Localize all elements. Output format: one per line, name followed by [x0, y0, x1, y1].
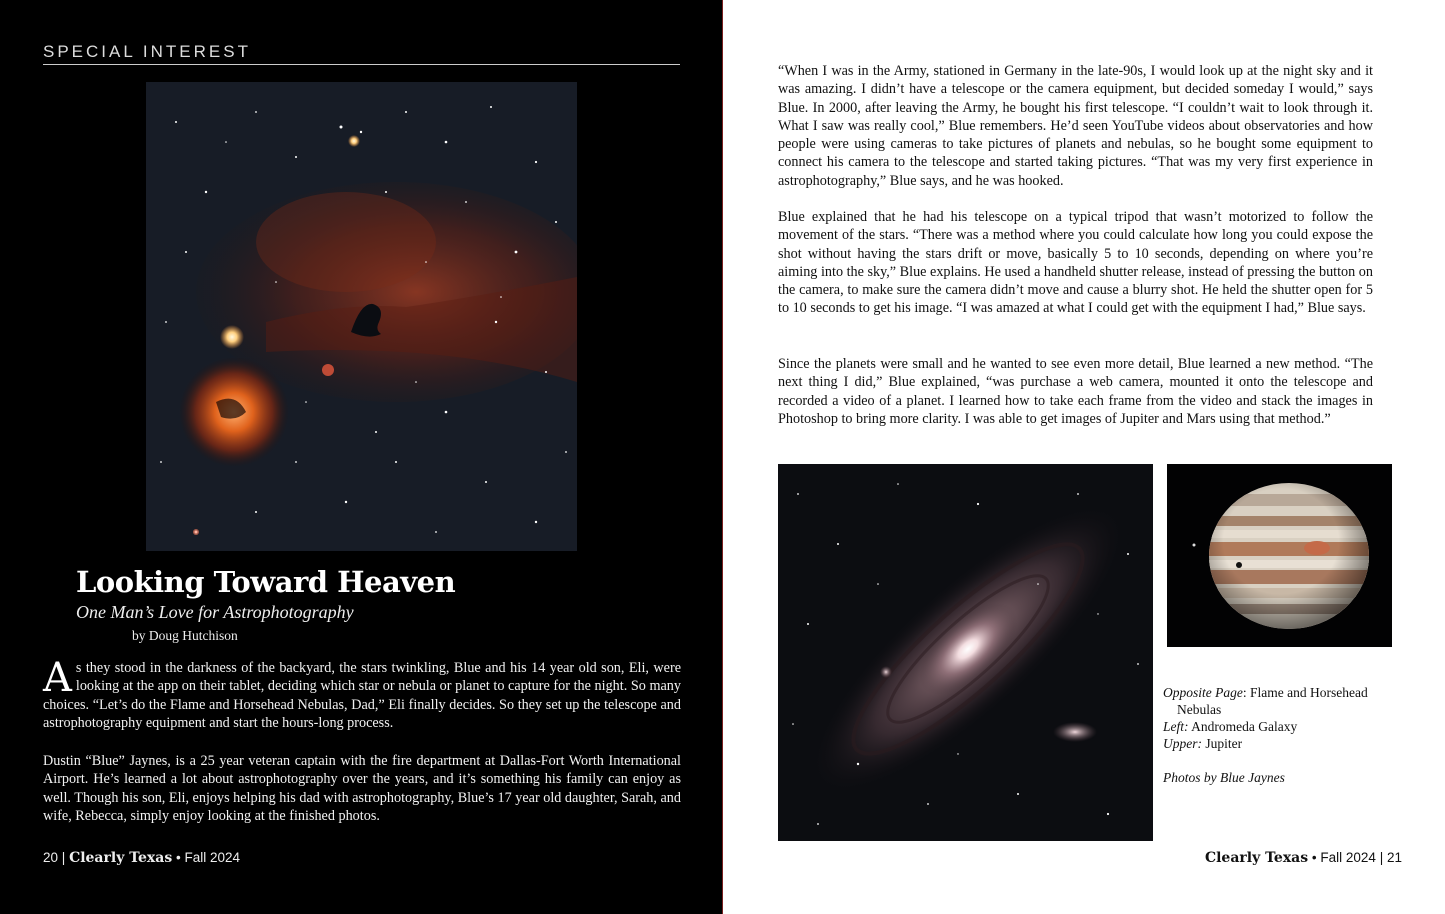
byline: by Doug Hutchison	[132, 628, 238, 643]
folio-bullet-right: •	[1311, 850, 1321, 865]
left-paragraph-2: Dustin “Blue” Jaynes, is a 25 year veteran captain with the fire department at Dallas-Fort Worth International Airport. He’s learned a lot about astrophotography over the years, and it’s something his family can enjoy as well. Though his son, Eli, enjoys helping his dad with astrophotography, Blue’s 17 year old daughter, Sarah, and wife, Rebecca, simply enjoy looking at the finished photos.	[43, 753, 681, 824]
right-paragraph-1: “When I was in the Army, stationed in Germany in the late-90s, I would look up at the night sky and it was amazing. I didn’t have a telescope or the camera equipment, but decided someday I would,” says Blue. In 2000, after leaving the Army, he bought his first telescope. “I couldn’t wait to look through it. What I saw was really cool,” Blue remembers. He’d seen YouTube videos about observatories and how people were using cameras to take pictures of planets and nebulas, so he bought some equipment to connect his camera to the telescope and started taking pictures. “That was my very first experience in astrophotography,” Blue says, and he was hooked.	[778, 63, 1373, 189]
article-title: Looking Toward Heaven	[76, 565, 456, 599]
caption-line-3	[1163, 735, 1403, 752]
caption-label-upper: Upper:	[1163, 736, 1202, 751]
right-paragraph-3: Since the planets were small and he wanted to see even more detail, Blue learned a new method. “The next thing I did,” Blue explained, “was purchase a web camera, mounted it onto the telescope and recorded a video of a planet. I learned how to take each frame from the video and stack the images in Photoshop to bring more clarity. I was able to get images of Jupiter and Mars using that method.”	[778, 356, 1373, 427]
caption-line-2	[1163, 718, 1403, 735]
folio-left	[43, 850, 240, 866]
left-paragraph-1-text: s they stood in the darkness of the backyard, the stars twinkling, Blue and his 14 year old son, Eli, were looking at the app on their tablet, deciding which star or nebula or planet to capture for the night. So many choices. “Let’s do the Flame and Horsehead Nebulas, Dad,” Eli finally decides. So they set up the telescope and astrophotography equipment and start the hours-long process.	[43, 660, 681, 731]
caption-label-left: Left:	[1163, 719, 1189, 734]
folio-bullet: •	[176, 850, 185, 865]
caption-text-opposite: : Flame and Horsehead	[1242, 685, 1368, 700]
caption-label-opposite: Opposite Page	[1163, 685, 1243, 700]
caption-text-left: Andromeda Galaxy	[1188, 719, 1298, 734]
right-page	[722, 0, 1445, 914]
jupiter-photo	[1167, 464, 1392, 647]
photo-credit: Photos by Blue Jaynes	[1163, 770, 1285, 785]
article-subtitle: One Man’s Love for Astrophotography	[76, 602, 354, 622]
magazine-name-left: Clearly Texas	[69, 850, 173, 866]
folio-right	[1205, 850, 1402, 866]
issue-left: Fall 2024	[184, 850, 241, 865]
caption-line-1	[1163, 684, 1403, 701]
section-rule	[43, 64, 680, 65]
left-page	[0, 0, 722, 914]
magazine-name-right: Clearly Texas	[1204, 850, 1309, 866]
horsehead-nebula-photo	[146, 82, 577, 551]
page-number-left: 20	[43, 850, 59, 865]
folio-separator: |	[61, 850, 70, 865]
folio-separator-right: |	[1379, 850, 1387, 865]
andromeda-galaxy-photo	[778, 464, 1153, 841]
page-number-right: 21	[1386, 850, 1402, 865]
right-paragraph-2: Blue explained that he had his telescope on a typical tripod that wasn’t motorized to follow the movement of the stars. “There was a method where you could calculate how long you could expose the shot without having the stars drift or move, basically 5 to 10 seconds, depending on where you’re aiming into the sky,” Blue explains. He used a handheld shutter release, instead of pressing the button on the camera, to make sure the camera didn’t move and cause a blurry shot. He held the shutter open for 5 to 10 seconds to get his image. “I was amazed at what I could get with the equipment I had,” Blue says.	[778, 209, 1373, 317]
section-label: SPECIAL INTEREST	[43, 42, 251, 61]
drop-cap: A	[43, 655, 72, 701]
caption-text-upper: Jupiter	[1202, 736, 1243, 751]
photo-caption	[1163, 684, 1403, 786]
left-paragraph-1	[43, 655, 681, 732]
issue-right: Fall 2024	[1320, 850, 1376, 865]
caption-line-1-cont: Nebulas	[1177, 702, 1222, 717]
